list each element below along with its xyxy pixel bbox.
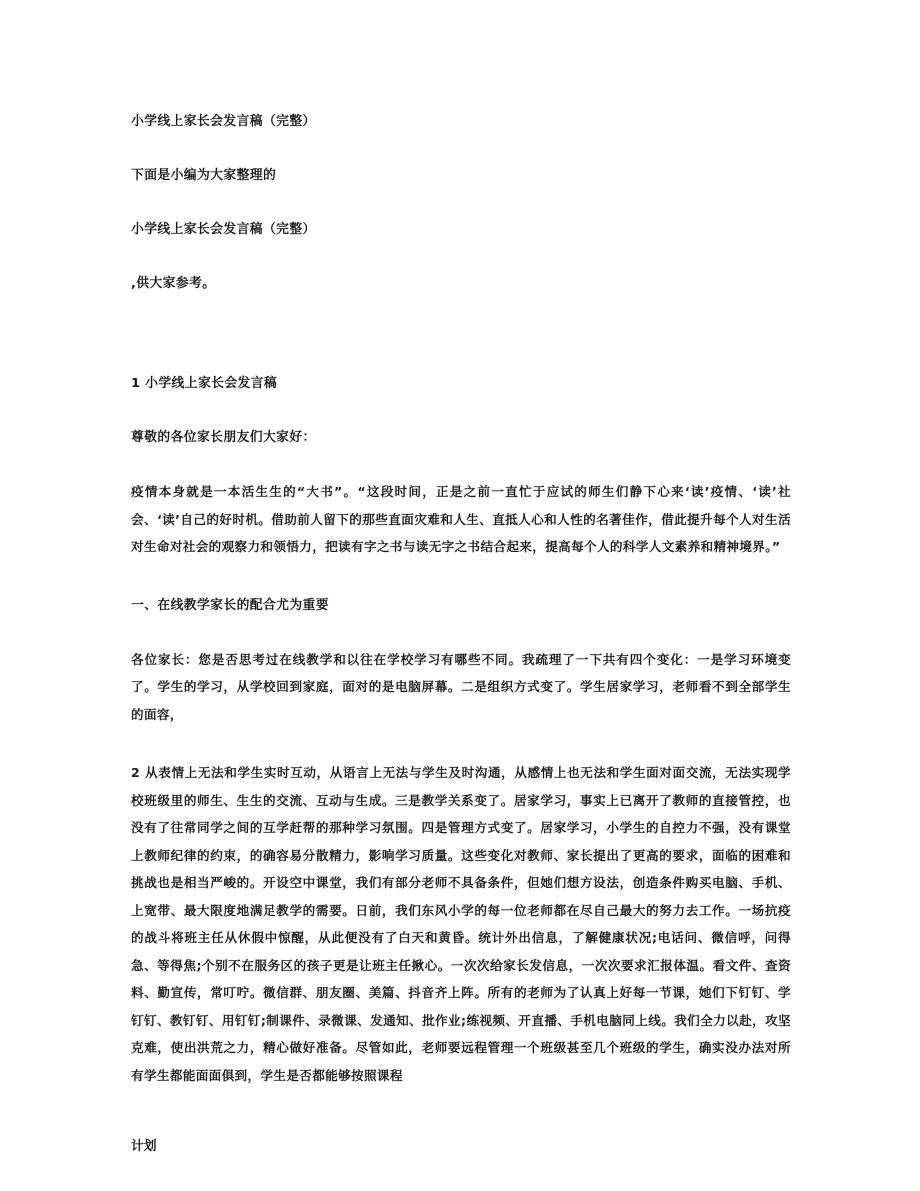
intro-line: 下面是小编为大家整理的 <box>131 168 277 183</box>
subheading-1: 一、在线教学家长的配合尤为重要 <box>131 597 329 613</box>
reference-note-line: ,供大家参考。 <box>131 276 216 291</box>
spacer <box>131 728 791 759</box>
spacer <box>131 1089 791 1120</box>
document-body <box>131 108 791 1173</box>
spacer <box>131 561 791 592</box>
paragraph-4: 计划 <box>131 1138 157 1154</box>
paragraph-3: 2 从表情上无法和学生实时互动，从语言上无法与学生及时沟通，从感情上也无法和学生面对面交流，无法实现学校班级里的师生、生生的交流、互动与生成。三是教学关系变了。居家学习，事实上已离开了教师的直接管控，也没有了往常同学之间的互学赶帮的那种学习氛围。四是管理方式变了。居家学习，小学生的自控力不强，没有课堂上教师纪律的约束，的确容易分散精力，影响学习质量。这些变化对教师、家长提出了更高的要求，面临的困难和挑战也是相当严峻的。开设空中课堂，我们有部分老师不具备条件，但她们想方设法，创造条件购买电脑、手机、上宽带、最大限度地满足教学的需要。日前，我们东风小学的每一位老师都在尽自己最大的努力去工作。一场抗疫的战斗将班主任从休假中惊醒，从此便没有了白天和黄昏。统计外出信息，了解健康状况;电话问、微信呼，问得急、等得焦;个别不在服务区的孩子更是让班主任揪心。一次次给家长发信息，一次次要求汇报体温。看文件、查资料、勤宣传，常叮咛。微信群、朋友圈、美篇、抖音齐上阵。所有的老师为了认真上好每一节课，她们下钉钉、学钉钉、教钉钉、用钉钉;制课件、录微课、发通知、批作业;练视频、开直播、手机电脑同上线。我们全力以赴，攻坚克难，使出洪荒之力，精心做好准备。尽管如此，老师要远程管理一个班级甚至几个班级的学生，确实没办法对所有学生都能面面俱到，学生是否都能够按照课程 <box>131 765 791 1083</box>
spacer <box>131 297 791 343</box>
paragraph-2: 各位家长：您是否思考过在线教学和以往在学校学习有哪些不同。我疏理了一下共有四个变化：一是学习环境变了。学生的学习，从学校回到家庭，面对的是电脑屏幕。二是组织方式变了。学生居家学习，老师看不到全部学生的面容， <box>131 651 791 722</box>
spacer <box>131 397 791 424</box>
paragraph-1: 疫情本身就是一本活生生的“大书”。“这段时间，正是之前一直忙于应试的师生们静下心来‘读’疫情、‘读’社会、‘读’自己的好时机。借助前人留下的那些直面灾难和人生、直抵人心和人性的名著佳作，借此提升每个人对生活对生命对社会的观察力和领悟力，把读有字之书与读无字之书结合起来，提高每个人的科学人文素养和精神境界。” <box>131 484 791 554</box>
spacer <box>131 243 791 270</box>
spacer <box>131 343 791 370</box>
spacer <box>131 135 791 162</box>
section-heading-1: 1 小学线上家长会发言稿 <box>131 376 278 391</box>
spacer <box>131 451 791 478</box>
document-title-line: 小学线上家长会发言稿（完整） <box>131 114 316 129</box>
spacer <box>131 619 791 646</box>
salutation-line: 尊敬的各位家长朋友们大家好： <box>131 430 316 445</box>
spacer <box>131 189 791 216</box>
title-repeat-line: 小学线上家长会发言稿（完整） <box>131 222 316 237</box>
